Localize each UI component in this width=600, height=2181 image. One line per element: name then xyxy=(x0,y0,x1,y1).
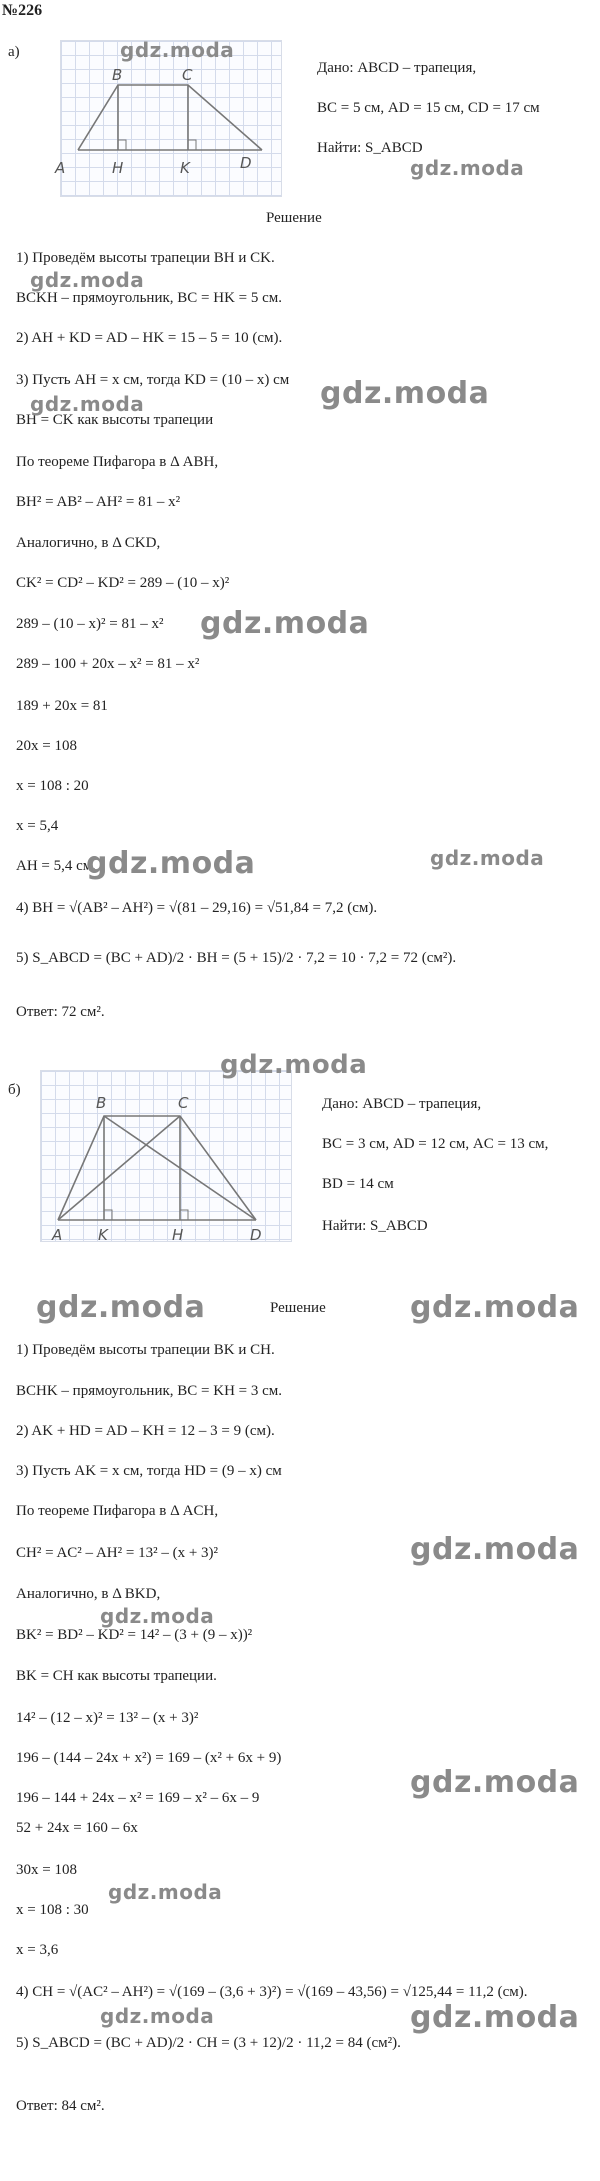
watermark: gdz.moda xyxy=(108,1880,223,1904)
part-a-line: BH = CK как высоты трапеции xyxy=(16,412,214,428)
given-b-line-2: BC = 3 см, AD = 12 см, AC = 13 см, xyxy=(322,1136,549,1152)
part-a-solution-title: Решение xyxy=(266,210,322,226)
given-b-find: Найти: S_ABCD xyxy=(322,1218,428,1234)
watermark: gdz.moda xyxy=(220,1050,368,1080)
part-b-line: BCHK – прямоугольник, BC = KH = 3 см. xyxy=(16,1383,283,1399)
part-b-line: BK² = BD² – KD² = 14² – (3 + (9 – x))² xyxy=(16,1627,253,1643)
problem-number: №226 xyxy=(2,2,43,19)
given-a-find: Найти: S_ABCD xyxy=(317,140,423,156)
watermark: gdz.moda xyxy=(320,376,490,411)
part-b-line: 52 + 24x = 160 – 6x xyxy=(16,1820,138,1836)
part-a-line: BCKH – прямоугольник, BC = HK = 5 см. xyxy=(16,290,283,306)
watermark: gdz.moda xyxy=(100,2004,215,2028)
part-b-answer: Ответ: 84 см². xyxy=(16,2098,105,2114)
part-a-line: 5) S_ABCD = (BC + AD)/2 · BH = (5 + 15)/2 · 7,2 = 10 · 7,2 = 72 (см²). xyxy=(16,950,457,966)
watermark: gdz.moda xyxy=(410,1765,580,1800)
part-b-line: 2) AK + HD = AD – KH = 12 – 3 = 9 (см). xyxy=(16,1423,275,1439)
part-a-answer: Ответ: 72 см². xyxy=(16,1004,105,1020)
fig-b-label-b: B xyxy=(96,1094,107,1112)
trapezoid-b-sides xyxy=(58,1116,256,1220)
fig-a-label-b: B xyxy=(112,66,123,84)
part-a-line: 2) AH + KD = AD – HK = 15 – 5 = 10 (см). xyxy=(16,330,283,346)
part-b-line: 1) Проведём высоты трапеции BK и CH. xyxy=(16,1342,275,1358)
watermark: gdz.moda xyxy=(36,1290,206,1325)
fig-a-label-a: A xyxy=(55,159,66,177)
part-a-line: Аналогично, в Δ CKD, xyxy=(16,535,161,551)
part-a-line: 4) BH = √(AB² – AH²) = √(81 – 29,16) = √51,84 = 7,2 (см). xyxy=(16,900,378,916)
given-a-line-2: BC = 5 см, AD = 15 см, CD = 17 см xyxy=(317,100,540,116)
part-a-line: x = 5,4 xyxy=(16,818,59,834)
fig-b-label-d: D xyxy=(250,1226,262,1244)
watermark: gdz.moda xyxy=(86,846,256,881)
watermark: gdz.moda xyxy=(410,156,525,180)
part-a-line: CK² = CD² – KD² = 289 – (10 – x)² xyxy=(16,575,230,591)
watermark: gdz.moda xyxy=(120,38,235,62)
part-a-label: а) xyxy=(8,44,20,60)
part-a-line: По теореме Пифагора в Δ ABH, xyxy=(16,454,219,470)
part-a-line: 289 – 100 + 20x – x² = 81 – x² xyxy=(16,656,200,672)
watermark: gdz.moda xyxy=(410,1290,580,1325)
watermark: gdz.moda xyxy=(410,2000,580,2035)
watermark: gdz.moda xyxy=(100,1604,215,1628)
part-a-line: 189 + 20x = 81 xyxy=(16,698,108,714)
part-a-line: x = 108 : 20 xyxy=(16,778,89,794)
part-b-label: б) xyxy=(8,1082,21,1098)
fig-b-label-k: K xyxy=(98,1226,108,1244)
part-b-line: 3) Пусть AK = x см, тогда HD = (9 – x) см xyxy=(16,1463,282,1479)
given-b-line-3: BD = 14 см xyxy=(322,1176,394,1192)
part-b-line: 14² – (12 – x)² = 13² – (x + 3)² xyxy=(16,1710,199,1726)
part-b-line: 196 – (144 – 24x + x²) = 169 – (x² + 6x + 9) xyxy=(16,1750,282,1766)
fig-b-label-h: H xyxy=(172,1226,184,1244)
fig-b-label-a: A xyxy=(52,1226,63,1244)
part-a-line: 20x = 108 xyxy=(16,738,77,754)
watermark: gdz.moda xyxy=(410,1532,580,1567)
part-b-line: x = 3,6 xyxy=(16,1942,59,1958)
part-b-line: x = 108 : 30 xyxy=(16,1902,89,1918)
diagonal-ac xyxy=(58,1116,180,1220)
part-b-line: 4) CH = √(AC² – AH²) = √(169 – (3,6 + 3)²) = √(169 – 43,56) = √125,44 = 11,2 (см). xyxy=(16,1984,528,2000)
part-b-line: 30x = 108 xyxy=(16,1862,77,1878)
part-b-line: CH² = AC² – AH² = 13² – (x + 3)² xyxy=(16,1545,219,1561)
watermark: gdz.moda xyxy=(200,606,370,641)
part-a-line: 289 – (10 – x)² = 81 – x² xyxy=(16,616,164,632)
given-b-line-1: Дано: ABCD – трапеция, xyxy=(322,1096,482,1112)
part-b-line: 5) S_ABCD = (BC + AD)/2 · CH = (3 + 12)/2 · 11,2 = 84 (см²). xyxy=(16,2035,401,2051)
fig-a-label-h: H xyxy=(112,159,124,177)
part-b-line: По теореме Пифагора в Δ ACH, xyxy=(16,1503,219,1519)
watermark: gdz.moda xyxy=(430,846,545,870)
fig-a-label-d: D xyxy=(240,154,252,172)
given-a-line-1: Дано: ABCD – трапеция, xyxy=(317,60,477,76)
part-b-line: Аналогично, в Δ BKD, xyxy=(16,1586,161,1602)
part-a-line: 1) Проведём высоты трапеции BH и CK. xyxy=(16,250,275,266)
watermark: gdz.moda xyxy=(30,392,145,416)
part-b-line: BK = CH как высоты трапеции. xyxy=(16,1668,217,1684)
watermark: gdz.moda xyxy=(30,268,145,292)
part-b-solution-title: Решение xyxy=(270,1300,326,1316)
part-a-line: BH² = AB² – AH² = 81 – x² xyxy=(16,494,181,510)
part-b-line: 196 – 144 + 24x – x² = 169 – x² – 6x – 9 xyxy=(16,1790,260,1806)
fig-b-label-c: C xyxy=(178,1094,189,1112)
part-a-line: 3) Пусть AH = x см, тогда KD = (10 – x) см xyxy=(16,372,290,388)
part-a-line: AH = 5,4 см. xyxy=(16,858,97,874)
fig-a-label-c: C xyxy=(182,66,193,84)
fig-a-label-k: K xyxy=(180,159,190,177)
